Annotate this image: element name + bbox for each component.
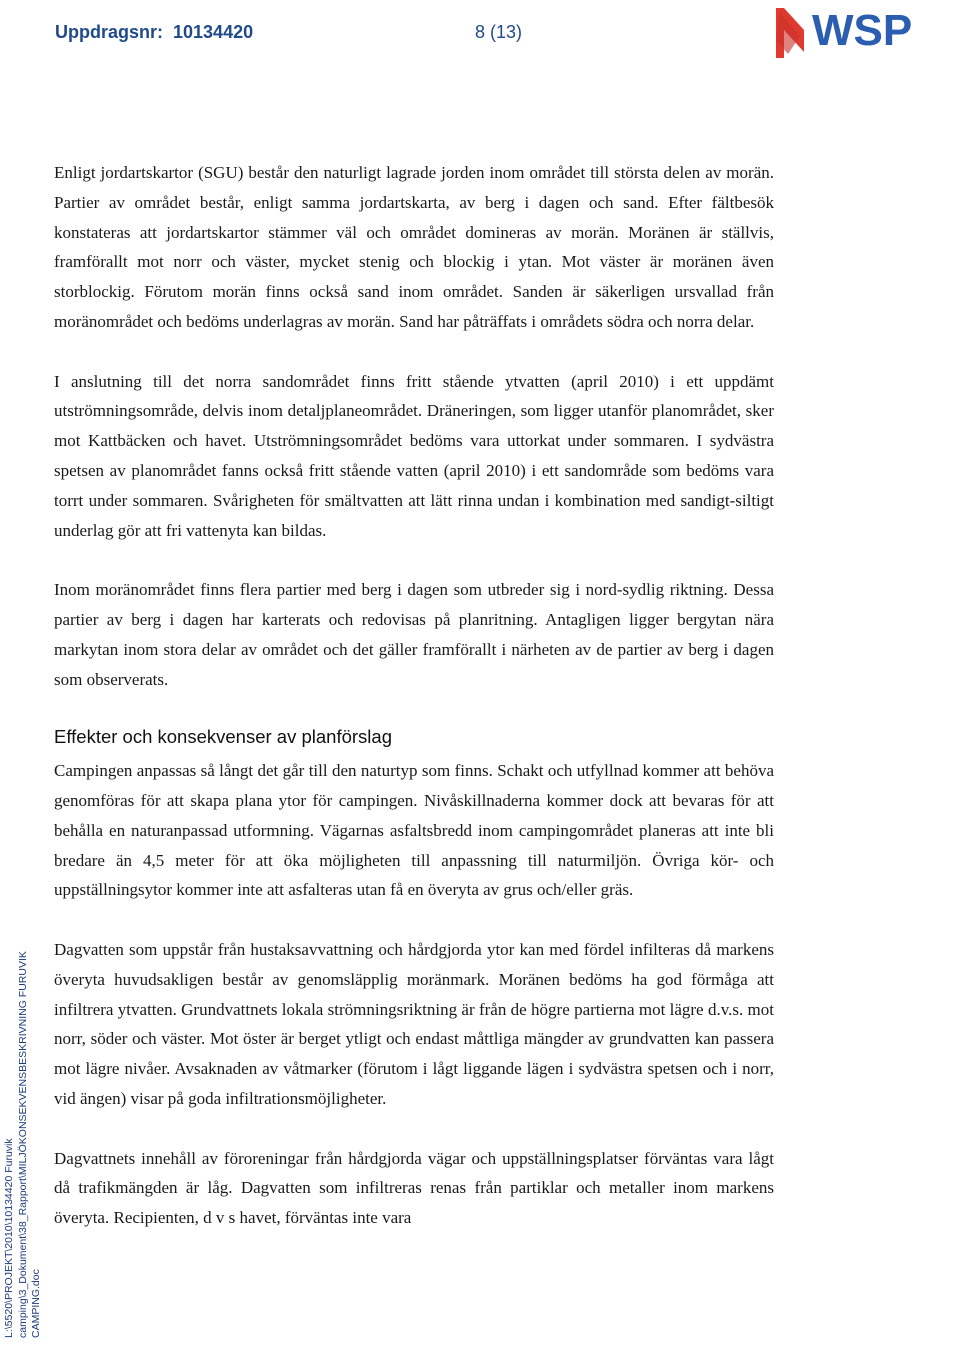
wsp-logo-icon: [770, 0, 960, 62]
paragraph-stormwater: Dagvatten som uppstår från hustaksavvattning och hårdgjorda ytor kan med fördel infilteras då markens överyta huvudsakligen består av genomsläpplig moränmark. Moränen bedöms ha god förmåga att infiltrera ytvatten. Grundvattnets lokala strömningsriktning är från de högre partierna mot lägre d.v.s. mot norr, söder och väster. Mot öster är berget ytligt och endast måttliga mängder av grundvatten kan passera mot lägre nivåer. Avsaknaden av våtmarker (förutom i lågt liggande lägen i sydvästra spetsen och i norr, vid ängen) visar på goda infiltrationsmöjligheter.: [54, 939, 774, 1108]
paragraph-camping: Campingen anpassas så långt det går till den naturtyp som finns. Schakt och utfyllnad kommer att behöva genomföras för att skapa plana ytor för campingen. Nivåskillnaderna kommer dock att bevaras för att behålla en naturanpassad utformning. Vägarnas asfaltsbredd inom campingområdet planeras att inte bli bredare än 4,5 meter för att öka möjligheten till anpassning till naturmiljön. Övriga kör- och uppställningsytor kommer inte att asfalteras utan få en överyta av grus och/eller gräs.: [54, 761, 774, 900]
file-path-line-1: L:\5520\PROJEKT\2010\10134420 Furuvik: [3, 1138, 15, 1338]
page-header: [55, 22, 523, 43]
paragraph-soil: Enligt jordartskartor (SGU) består den naturligt lagrade jorden inom området till största delen av morän. Partier av området består, enligt samma jordartskarta, av berg i dagen och sand. Efter fältbesök konstateras att jordartskartor stämmer väl och området domineras av morän. Moränen är ställvis, framförallt mot norr och väster, mycket stenig och blockig i ytan. Mot väster är moränen även storblockig. Förutom morän finns också sand inom området. Sanden är säkerligen ursvallad från moränområdet och bedöms underlagras av morän. Sand har påträffats i områdets södra och norra delar.: [54, 163, 774, 331]
file-path-sidebar: [0, 892, 44, 1352]
file-path-line-2: camping\3_Dokument\38_Rapport\MILJÖKONSEKVENSBESKRIVNING FURUVIK: [16, 951, 29, 1338]
assignment-label: Uppdragsnr: 10134420: [55, 22, 254, 42]
paragraph-pollutants: Dagvattnets innehåll av föroreningar från hårdgjorda vägar och uppställningsplatser förväntas vara lågt då trafikmängden är låg. Dagvatten som infiltreras renas från partiklar och metaller inom markens överyta. Recipienten, d v s havet, förväntas inte vara: [54, 1148, 774, 1228]
section-heading: Effekter och konsekvenser av planförslag: [54, 726, 392, 748]
assignment-number: 10134420: [173, 22, 254, 42]
logo-text: WSP: [812, 6, 913, 55]
file-path-line-3: CAMPING.doc: [30, 1269, 42, 1338]
paragraph-bedrock: Inom moränområdet finns flera partier med berg i dagen som utbreder sig i nord-sydlig riktning. Dessa partier av berg i dagen har karterats och redovisas på planritning. Antagligen ligger bergytan nära markytan inom stora delar av området och det gäller framförallt i närheten av de partier av berg i dagen som observerats.: [54, 580, 774, 689]
page-number: 8 (13): [475, 22, 523, 42]
document-body: [54, 158, 774, 1233]
paragraph-surface-water: I anslutning till det norra sandområdet finns fritt stående ytvatten (april 2010) i ett uppdämt utströmningsområde, delvis inom detaljplaneområdet. Dräneringen, som ligger utanför planområdet, sker mot Kattbäcken och havet. Utströmningsområdet bedöms vara uttorkat under sommaren. I sydvästra spetsen av planområdet fanns också fritt stående vatten (april 2010) i ett sandområde som bedöms vara torrt under sommaren. Svårigheten för smältvatten att lätt rinna undan i kombination med sandigt-siltigt underlag gör att fri vattenyta kan bildas.: [54, 371, 774, 540]
